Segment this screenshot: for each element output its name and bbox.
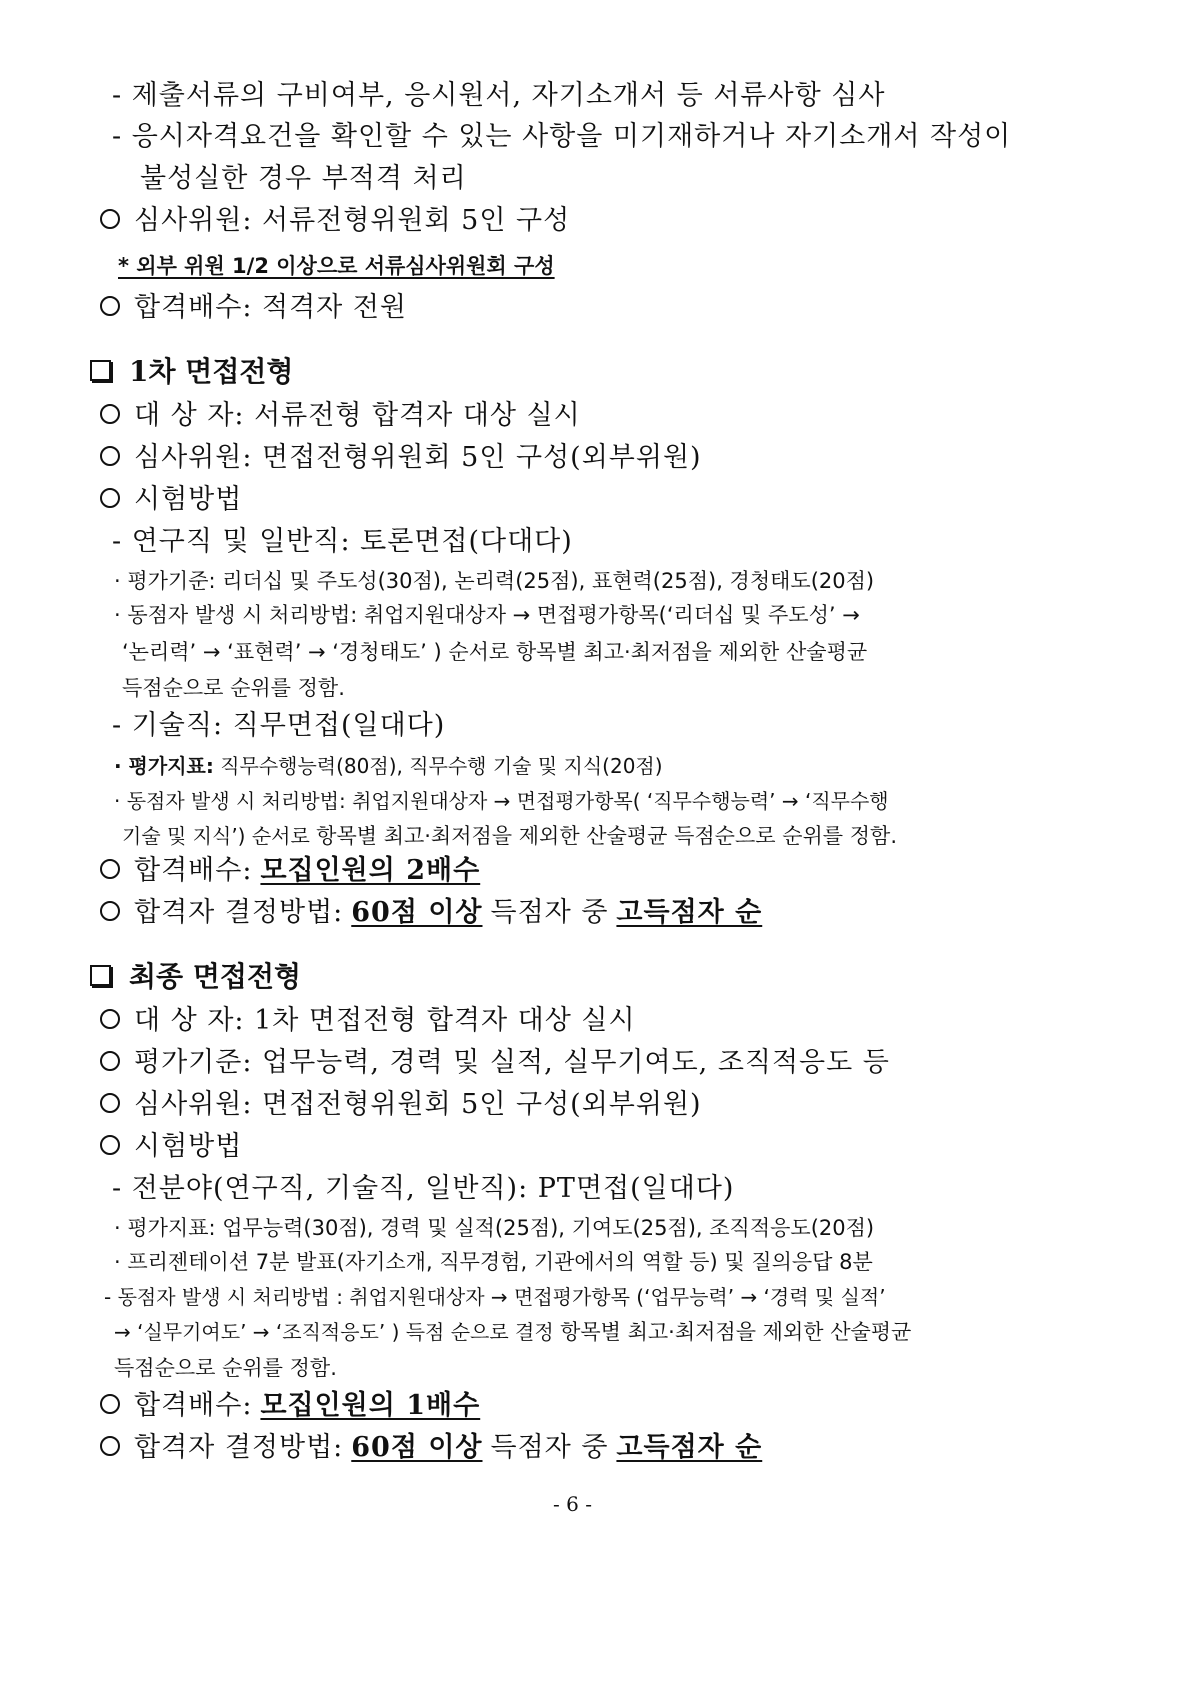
circle-bullet-icon bbox=[100, 1394, 120, 1414]
doc-line: 득점순으로 순위를 정함. bbox=[114, 1356, 337, 1380]
doc-line: - 제출서류의 구비여부, 응시원서, 자기소개서 등 서류사항 심사 bbox=[112, 80, 886, 111]
bullet-item: 시험방법 bbox=[100, 484, 242, 516]
doc-line: - 동점자 발생 시 처리방법 : 취업지원대상자 → 면접평가항목 (‘업무능력’ → ‘경력 및 실적’ bbox=[104, 1285, 886, 1309]
section-heading: 1차 면접전형 bbox=[90, 355, 293, 389]
circle-bullet-icon bbox=[100, 859, 120, 879]
circle-bullet-icon bbox=[100, 446, 120, 466]
checkbox-square-icon bbox=[90, 965, 111, 986]
bullet-item: 합격자 결정방법: 60점 이상 득점자 중 고득점자 순 bbox=[100, 897, 762, 929]
circle-bullet-icon bbox=[100, 1051, 120, 1071]
bullet-item: 대 상 자: 1차 면접전형 합격자 대상 실시 bbox=[100, 1005, 636, 1037]
doc-line: - 기술직: 직무면접(일대다) bbox=[112, 710, 446, 741]
doc-line: · 평가지표: 업무능력(30점), 경력 및 실적(25점), 기여도(25점), 조직적응도(20점) bbox=[114, 1216, 875, 1240]
doc-line: 기술 및 지식’) 순서로 항목별 최고·최저점을 제외한 산술평균 득점순으로 순위를 정함. bbox=[122, 824, 897, 848]
doc-line: · 동점자 발생 시 처리방법: 취업지원대상자 → 면접평가항목( ‘직무수행능력’ → ‘직무수행 bbox=[114, 789, 889, 813]
doc-line: → ‘실무기여도’ → ‘조직적응도’ ) 득점 순으로 결정 항목별 최고·최저점을 제외한 산술평균 bbox=[114, 1320, 912, 1344]
doc-line: · 평가지표: 직무수행능력(80점), 직무수행 기술 및 지식(20점) bbox=[114, 754, 663, 778]
doc-line: 득점순으로 순위를 정함. bbox=[122, 676, 345, 700]
bullet-item: 대 상 자: 서류전형 합격자 대상 실시 bbox=[100, 400, 581, 432]
note-line: * 외부 위원 1/2 이상으로 서류심사위원회 구성 bbox=[118, 254, 555, 278]
doc-line: - 연구직 및 일반직: 토론면접(다대다) bbox=[112, 526, 573, 557]
circle-bullet-icon bbox=[100, 1135, 120, 1155]
bullet-item: 심사위원: 서류전형위원회 5인 구성 bbox=[100, 205, 570, 237]
bullet-item: 합격배수: 모집인원의 1배수 bbox=[100, 1390, 480, 1422]
bullet-item: 합격배수: 모집인원의 2배수 bbox=[100, 855, 480, 887]
circle-bullet-icon bbox=[100, 209, 120, 229]
bullet-item: 시험방법 bbox=[100, 1131, 242, 1163]
checkbox-square-icon bbox=[90, 360, 111, 381]
bullet-item: 심사위원: 면접전형위원회 5인 구성(외부위원) bbox=[100, 442, 702, 474]
circle-bullet-icon bbox=[100, 1009, 120, 1029]
circle-bullet-icon bbox=[100, 901, 120, 921]
page-number: - 6 - bbox=[553, 1492, 592, 1516]
circle-bullet-icon bbox=[100, 488, 120, 508]
doc-line: · 프리젠테이션 7분 발표(자기소개, 직무경험, 기관에서의 역할 등) 및 질의응답 8분 bbox=[114, 1250, 873, 1274]
circle-bullet-icon bbox=[100, 404, 120, 424]
doc-line: · 평가기준: 리더십 및 주도성(30점), 논리력(25점), 표현력(25점), 경청태도(20점) bbox=[114, 569, 875, 593]
doc-line: - 응시자격요건을 확인할 수 있는 사항을 미기재하거나 자기소개서 작성이 bbox=[112, 121, 1012, 152]
bullet-item: 평가기준: 업무능력, 경력 및 실적, 실무기여도, 조직적응도 등 bbox=[100, 1047, 890, 1079]
doc-line: ‘논리력’ → ‘표현력’ → ‘경청태도’ ) 순서로 항목별 최고·최저점을 제외한 산술평균 bbox=[122, 640, 868, 664]
doc-line: 불성실한 경우 부적격 처리 bbox=[140, 163, 467, 194]
circle-bullet-icon bbox=[100, 1436, 120, 1456]
bullet-item: 심사위원: 면접전형위원회 5인 구성(외부위원) bbox=[100, 1089, 702, 1121]
circle-bullet-icon bbox=[100, 296, 120, 316]
doc-line: · 동점자 발생 시 처리방법: 취업지원대상자 → 면접평가항목(‘리더십 및 주도성’ → bbox=[114, 603, 860, 627]
bullet-item: 합격자 결정방법: 60점 이상 득점자 중 고득점자 순 bbox=[100, 1432, 762, 1464]
doc-line: - 전분야(연구직, 기술직, 일반직): PT면접(일대다) bbox=[112, 1173, 735, 1204]
bullet-item: 합격배수: 적격자 전원 bbox=[100, 292, 407, 324]
section-heading: 최종 면접전형 bbox=[90, 960, 301, 994]
circle-bullet-icon bbox=[100, 1093, 120, 1113]
